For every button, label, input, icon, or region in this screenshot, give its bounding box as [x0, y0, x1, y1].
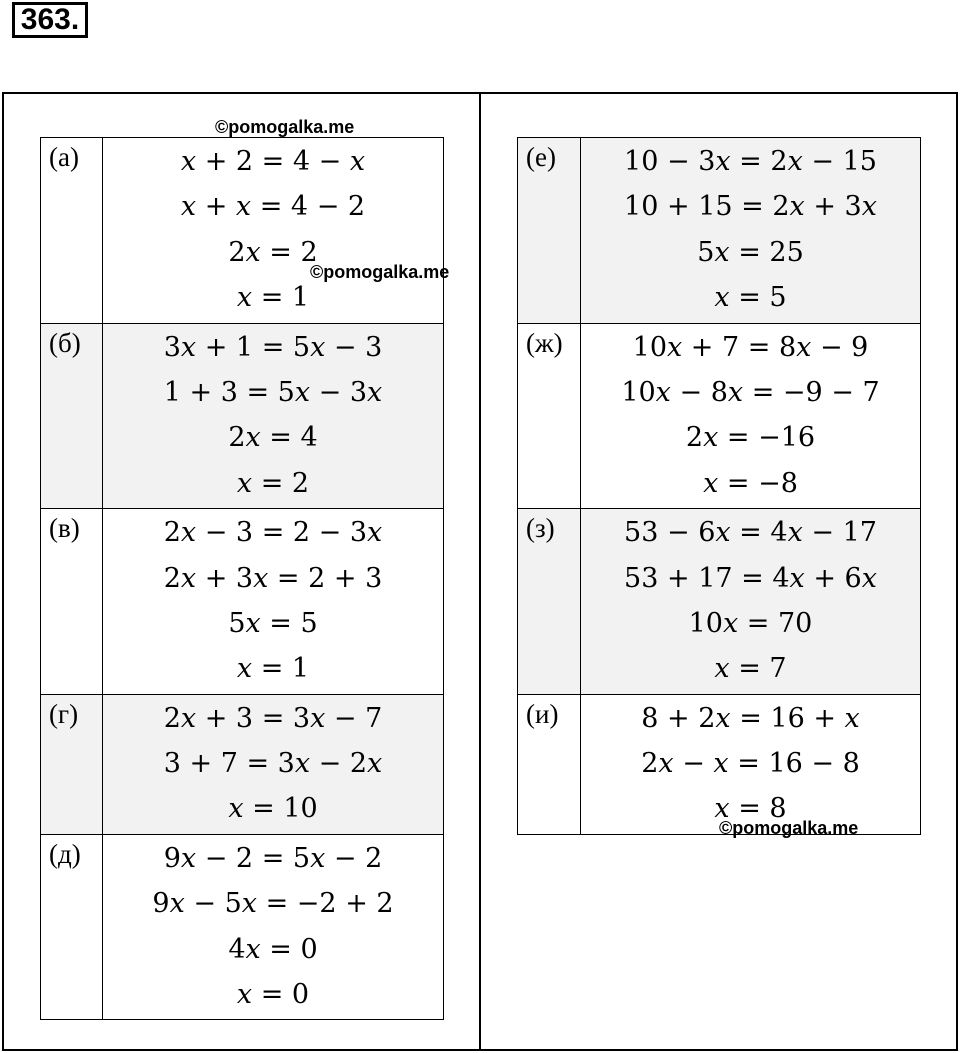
- column-divider: [479, 92, 481, 1051]
- equation-line: 2𝑥 − 3 = 2 − 3𝑥: [163, 517, 383, 549]
- equation-line: 2𝑥 + 3𝑥 = 2 + 3: [163, 562, 383, 594]
- equation-line: 9𝑥 − 2 = 5𝑥 − 2: [163, 842, 383, 874]
- solution-row: [41, 508, 443, 694]
- equation-line: 2𝑥 − 𝑥 = 16 − 8: [641, 748, 860, 780]
- equation-line: 1 + 3 = 5𝑥 − 3𝑥: [163, 376, 383, 408]
- equation-line: 5𝑥 = 25: [697, 236, 804, 268]
- equation-cell: [581, 324, 920, 509]
- equation-line: 4𝑥 = 0: [228, 933, 318, 965]
- equation-cell: [581, 509, 920, 694]
- solution-row: [41, 138, 443, 323]
- row-label: (и): [518, 695, 581, 834]
- watermark-middle: ©pomogalka.me: [310, 262, 450, 282]
- equation-cell: [103, 695, 443, 834]
- equation-line: 10 + 15 = 2𝑥 + 3𝑥: [624, 191, 877, 223]
- solution-row: [518, 508, 920, 694]
- equation-line: 𝑥 + 2 = 4 − 𝑥: [180, 146, 366, 177]
- equation-line: 𝑥 = 7: [714, 653, 787, 685]
- row-label: (б): [41, 324, 103, 509]
- equation-line: 10𝑥 + 7 = 8𝑥 − 9: [632, 331, 869, 363]
- equation-line: 5𝑥 = 5: [228, 607, 318, 639]
- equation-line: 𝑥 = 10: [228, 793, 318, 825]
- equation-line: 𝑥 = 0: [236, 979, 310, 1011]
- equation-line: 𝑥 = 8: [714, 793, 787, 825]
- equation-line: 𝑥 = 1: [236, 282, 310, 314]
- row-label: (ж): [518, 324, 581, 509]
- equation-line: 9𝑥 − 5𝑥 = −2 + 2: [152, 888, 394, 920]
- equation-line: 𝑥 = 5: [714, 282, 787, 314]
- equation-line: 𝑥 = 2: [236, 467, 310, 499]
- equation-line: 3𝑥 + 1 = 5𝑥 − 3: [163, 331, 383, 363]
- equation-line: 𝑥 = 1: [236, 653, 310, 685]
- solution-row: [518, 323, 920, 509]
- equation-line: 2𝑥 = −16: [685, 422, 816, 454]
- equation-cell: [103, 509, 443, 694]
- equation-line: 2𝑥 = 4: [228, 422, 318, 454]
- solution-row: [41, 694, 443, 834]
- solution-row: [41, 834, 443, 1020]
- equation-line: 𝑥 = −8: [703, 467, 798, 499]
- right-solution-table: [517, 137, 921, 835]
- solution-row: [518, 138, 920, 323]
- equation-line: 3 + 7 = 3𝑥 − 2𝑥: [163, 748, 383, 780]
- row-label: (а): [41, 138, 103, 323]
- equation-line: 2𝑥 = 2: [228, 236, 318, 268]
- equation-line: 10𝑥 − 8𝑥 = −9 − 7: [621, 376, 880, 408]
- problem-number: 363.: [12, 2, 88, 38]
- row-label: (е): [518, 138, 581, 323]
- solution-row: [41, 323, 443, 509]
- equation-cell: [103, 138, 443, 323]
- equation-cell: [581, 138, 920, 323]
- equation-cell: [103, 835, 443, 1020]
- solution-row: [518, 694, 920, 834]
- equation-line: 2𝑥 + 3 = 3𝑥 − 7: [163, 702, 383, 734]
- equation-line: 53 − 6𝑥 = 4𝑥 − 17: [624, 517, 877, 549]
- equation-line: 8 + 2𝑥 = 16 + 𝑥: [641, 702, 860, 734]
- equation-cell: [103, 324, 443, 509]
- watermark-top: ©pomogalka.me: [215, 117, 355, 137]
- equation-line: 10 − 3𝑥 = 2𝑥 − 15: [624, 146, 877, 177]
- row-label: (в): [41, 509, 103, 694]
- equation-line: 𝑥 + 𝑥 = 4 − 2: [180, 191, 366, 223]
- row-label: (з): [518, 509, 581, 694]
- equation-line: 53 + 17 = 4𝑥 + 6𝑥: [624, 562, 877, 594]
- watermark-bottom: ©pomogalka.me: [719, 818, 859, 838]
- row-label: (д): [41, 835, 103, 1020]
- equation-cell: [581, 695, 920, 834]
- row-label: (г): [41, 695, 103, 834]
- equation-line: 10𝑥 = 70: [688, 607, 813, 639]
